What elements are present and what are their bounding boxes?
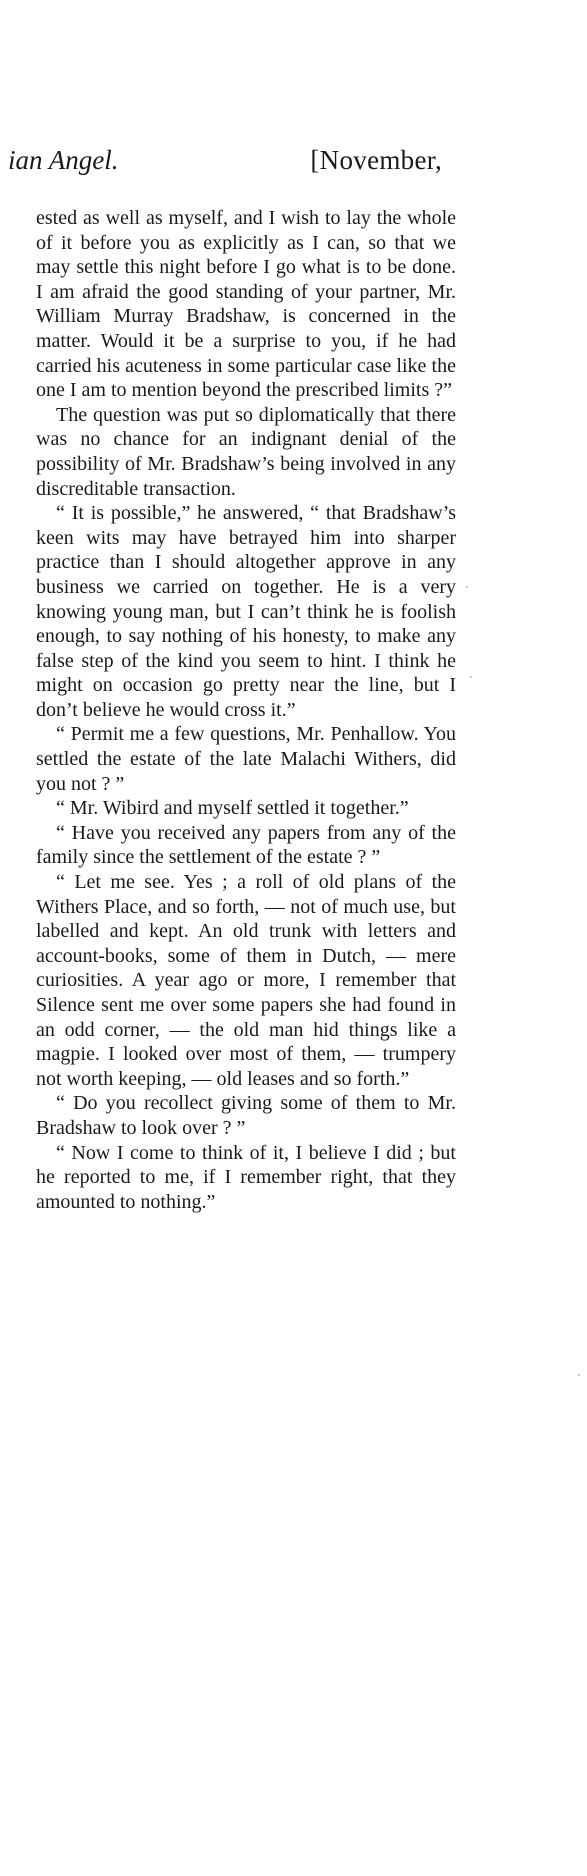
running-head-month: [November, <box>310 145 442 175</box>
scan-speck <box>578 1374 580 1376</box>
paragraph: “ Mr. Wibird and myself settled it together.” <box>56 797 409 820</box>
paragraph: “ Let me see. Yes ; a roll of old plans of the Withers Place, and so forth, — not of much use, but labelled and kept. An old trunk with letters and account-books, some of them in Dutch, — mere curiosities. A year ago or more, I remember that Silence sent me over some papers she had found in an odd corner, — the old man hid things like a magpie. I looked over most of them, — trumpery not worth keeping, — old leases and so forth.” <box>36 871 456 1090</box>
paragraph: “ Now I come to think of it, I believe I did ; but he reported to me, if I remember right, that they amounted to nothing.” <box>36 1141 456 1213</box>
paragraph: ested as well as myself, and I wish to lay the whole of it before you as explicitly as I can, so that we may settle this night before I go what is to be done. I am afraid the good standing of your partner, Mr. William Murray Bradshaw, is concerned in the matter. Would it be a surprise to you, if he had carried his acuteness in some particular case like the one I am to mention beyond the prescribed limits ?” <box>36 207 456 402</box>
paragraph: “ Do you recollect giving some of them to Mr. Bradshaw to look over ? ” <box>36 1092 456 1139</box>
paragraph: The question was put so diplomatically that there was no chance for an indignant denial of the possibility of Mr. Bradshaw’s being involved in any discreditable transaction. <box>36 403 456 500</box>
body-text <box>36 206 456 1214</box>
paragraph: “ Have you received any papers from any of the family since the settlement of the estate ? ” <box>36 821 456 869</box>
running-head-title: ian Angel. <box>8 145 119 175</box>
scan-speck <box>470 676 472 678</box>
running-head <box>8 140 442 180</box>
scan-speck <box>466 586 468 588</box>
paragraph: “ It is possible,” he answered, “ that Bradshaw’s keen wits may have betrayed him into sharper practice than I should altogether approve in any business we carried on together. He is a very knowing young man, but I can’t think he is foolish enough, to say nothing of his honesty, to make any false step of the kind you seem to hint. I think he might on occasion go pretty near the line, but I don’t believe he would cross it.” <box>36 502 456 721</box>
paragraph: “ Permit me a few questions, Mr. Penhallow. You settled the estate of the late Malachi Withers, did you not ? ” <box>36 723 456 795</box>
